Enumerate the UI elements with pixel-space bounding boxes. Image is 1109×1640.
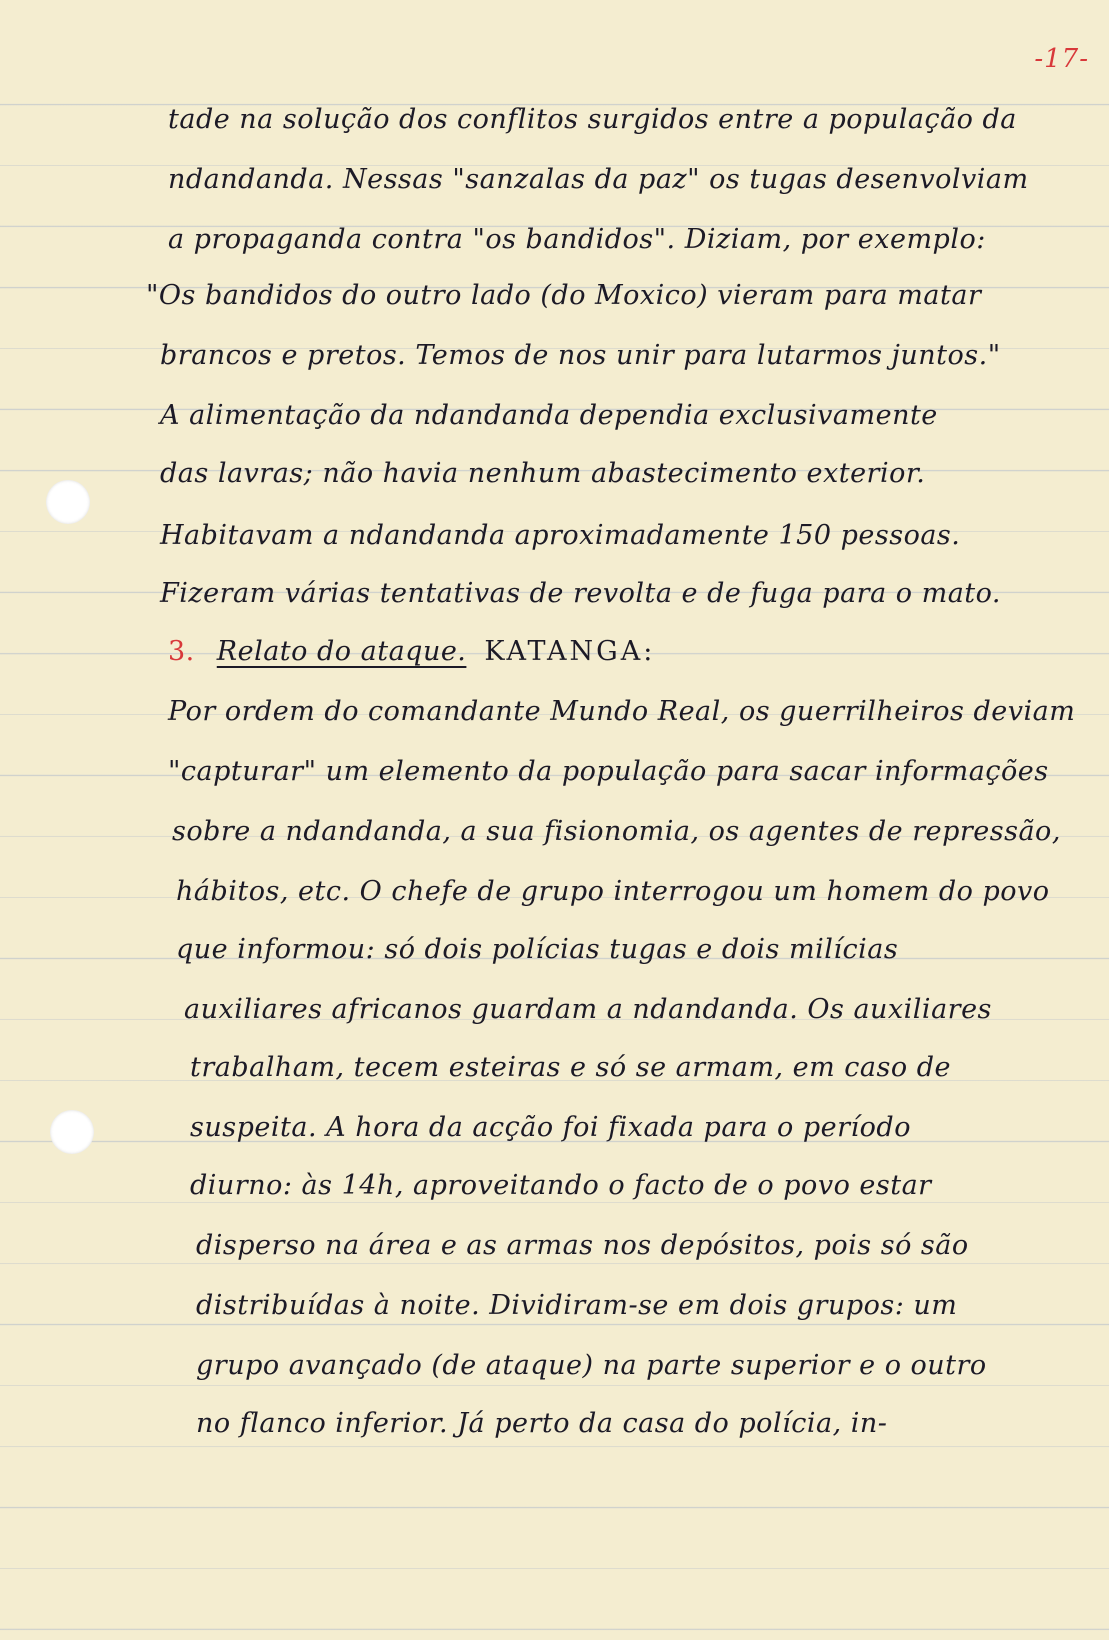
text-line: disperso na área e as armas nos depósitos, pois só são xyxy=(196,1230,969,1261)
text-line: das lavras; não havia nenhum abastecimento exterior. xyxy=(160,458,926,489)
text-line: "capturar" um elemento da população para sacar informações xyxy=(168,756,1049,787)
text-line: hábitos, etc. O chefe de grupo interrogou um homem do povo xyxy=(176,876,1050,907)
text-line: A alimentação da ndandanda dependia exclusivamente xyxy=(160,400,938,431)
section-place: KATANGA: xyxy=(484,636,656,667)
text-line: sobre a ndandanda, a sua fisionomia, os agentes de repressão, xyxy=(172,816,1061,847)
text-line: Habitavam a ndandanda aproximadamente 150 pessoas. xyxy=(160,520,961,551)
text-line: a propaganda contra "os bandidos". Diziam, por exemplo: xyxy=(168,224,986,255)
text-line: "Os bandidos do outro lado (do Moxico) vieram para matar xyxy=(146,280,982,311)
text-line: no flanco inferior. Já perto da casa do polícia, in- xyxy=(196,1408,888,1439)
text-line: grupo avançado (de ataque) na parte superior e o outro xyxy=(196,1350,987,1381)
section-title: Relato do ataque. xyxy=(216,636,467,667)
section-number: 3. xyxy=(168,636,195,667)
text-line: trabalham, tecem esteiras e só se armam, em caso de xyxy=(190,1052,951,1083)
page-number: -17- xyxy=(1034,44,1089,74)
text-line: suspeita. A hora da acção foi fixada para o período xyxy=(190,1112,911,1143)
text-line: diurno: às 14h, aproveitando o facto de o povo estar xyxy=(190,1170,932,1201)
punch-hole-bottom xyxy=(50,1110,94,1154)
text-line: ndandanda. Nessas "sanzalas da paz" os tugas desenvolviam xyxy=(168,164,1029,195)
text-line: Fizeram várias tentativas de revolta e de fuga para o mato. xyxy=(160,578,1002,609)
text-line: Por ordem do comandante Mundo Real, os guerrilheiros deviam xyxy=(168,696,1076,727)
text-line: tade na solução dos conflitos surgidos entre a população da xyxy=(168,104,1017,135)
text-line: auxiliares africanos guardam a ndandanda. Os auxiliares xyxy=(184,994,992,1025)
punch-hole-top xyxy=(46,480,90,524)
text-line: distribuídas à noite. Dividiram-se em dois grupos: um xyxy=(196,1290,958,1321)
section-heading xyxy=(168,636,655,667)
text-line: que informou: só dois polícias tugas e dois milícias xyxy=(176,934,899,965)
text-line: brancos e pretos. Temos de nos unir para lutarmos juntos." xyxy=(160,340,1001,371)
